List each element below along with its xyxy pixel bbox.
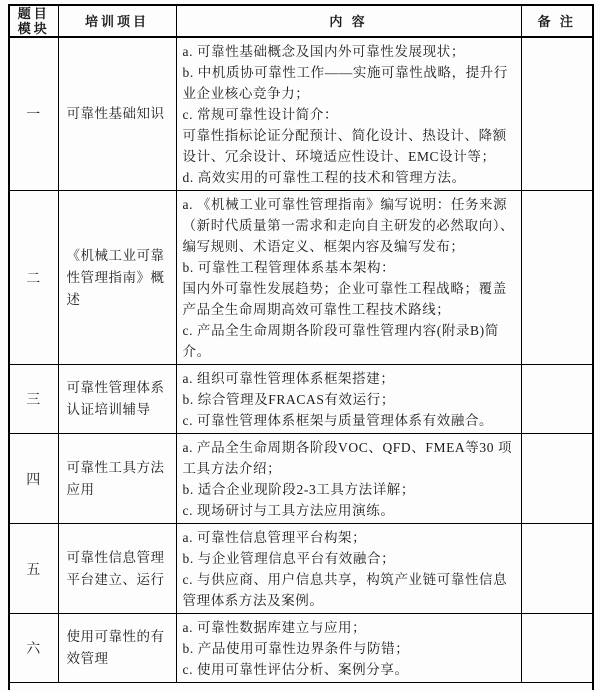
col-header-content: 内 容 <box>176 5 521 37</box>
remark-cell <box>521 191 593 365</box>
content-line: c. 常规可靠性设计简介： <box>182 107 339 122</box>
content-cell <box>176 365 521 434</box>
content-line: a. 组织可靠性管理体系框架搭建； <box>182 371 395 386</box>
content-line: b. 综合管理及FRACAS有效运行； <box>182 392 395 407</box>
table-row <box>9 37 593 191</box>
table-row <box>9 191 593 365</box>
module-number: 二 <box>9 191 58 365</box>
table-row <box>9 524 593 614</box>
project-name: 可靠性管理体系认证培训辅导 <box>58 365 176 434</box>
module-number: 四 <box>9 434 58 524</box>
project-name: 可靠性工具方法应用 <box>58 434 176 524</box>
content-cell <box>176 524 521 614</box>
content-line: c. 现场研讨与工具方法应用演练。 <box>182 503 395 518</box>
cutoff-cell <box>9 683 593 690</box>
content-line: c. 可靠性管理体系框架与质量管理体系有效融合。 <box>182 413 494 428</box>
content-cell <box>176 434 521 524</box>
content-line: a. 产品全生命周期各阶段VOC、QFD、FMEA等30 项工具方法介绍； <box>182 440 513 476</box>
content-line: c. 产品全生命周期各阶段可靠性管理内容(附录B)简介。 <box>182 323 499 359</box>
remark-cell <box>521 365 593 434</box>
col-header-topic-module <box>9 5 58 37</box>
content-cell <box>176 614 521 683</box>
table-row <box>9 434 593 524</box>
content-line: b. 与企业管理信息平台有效融合； <box>182 551 396 566</box>
content-line: b. 适合企业现阶段2-3工具方法详解； <box>182 482 415 497</box>
content-line: a. 《机械工业可靠性管理指南》编写说明：任务来源（新时代质量第一需求和走向自主研发的必然取向）、编写规则、术语定义、框架内容及编写发布； <box>182 197 515 254</box>
module-number: 一 <box>9 37 58 191</box>
header-module-line2: 模块 <box>17 21 50 36</box>
module-number: 六 <box>9 614 58 683</box>
remark-cell <box>521 434 593 524</box>
content-line: a. 可靠性信息管理平台构架； <box>182 530 367 545</box>
content-cell <box>176 191 521 365</box>
content-line: 可靠性指标论证分配预计、简化设计、热设计、降额设计、冗余设计、环境适应性设计、EMC设计等； <box>182 128 507 164</box>
content-line: c. 与供应商、用户信息共享，构筑产业链可靠性信息管理体系方法及案例。 <box>182 572 508 608</box>
training-curriculum-table <box>8 4 594 690</box>
header-row <box>9 5 593 37</box>
content-line: b. 可靠性工程管理体系基本架构： <box>182 260 396 275</box>
project-name: 使用可靠性的有效管理 <box>58 614 176 683</box>
project-name: 《机械工业可靠性管理指南》概述 <box>58 191 176 365</box>
content-line: b. 产品使用可靠性边界条件与防错； <box>182 641 410 656</box>
col-header-remark: 备 注 <box>521 5 593 37</box>
table-row <box>9 614 593 683</box>
project-name: 可靠性基础知识 <box>58 37 176 191</box>
content-line: d. 高效实用的可靠性工程的技术和管理方法。 <box>182 170 466 185</box>
remark-cell <box>521 614 593 683</box>
content-line: c. 使用可靠性评估分析、案例分享。 <box>182 662 409 677</box>
remark-cell <box>521 37 593 191</box>
module-number: 五 <box>9 524 58 614</box>
content-line: a. 可靠性数据库建立与应用； <box>182 620 367 635</box>
module-number: 三 <box>9 365 58 434</box>
project-name: 可靠性信息管理平台建立、运行 <box>58 524 176 614</box>
header-module-line1: 题目 <box>17 6 50 21</box>
content-cell <box>176 37 521 191</box>
cutoff-row <box>9 683 593 690</box>
content-line: 国内外可靠性发展趋势；企业可靠性工程战略；覆盖产品全生命周期高效可靠性工程技术路线； <box>182 281 507 317</box>
remark-cell <box>521 524 593 614</box>
content-line: a. 可靠性基础概念及国内外可靠性发展现状； <box>182 44 465 59</box>
content-line: b. 中机质协可靠性工作——实施可靠性战略，提升行业企业核心竞争力； <box>182 65 508 101</box>
table-row <box>9 365 593 434</box>
col-header-project: 培训项目 <box>58 5 176 37</box>
